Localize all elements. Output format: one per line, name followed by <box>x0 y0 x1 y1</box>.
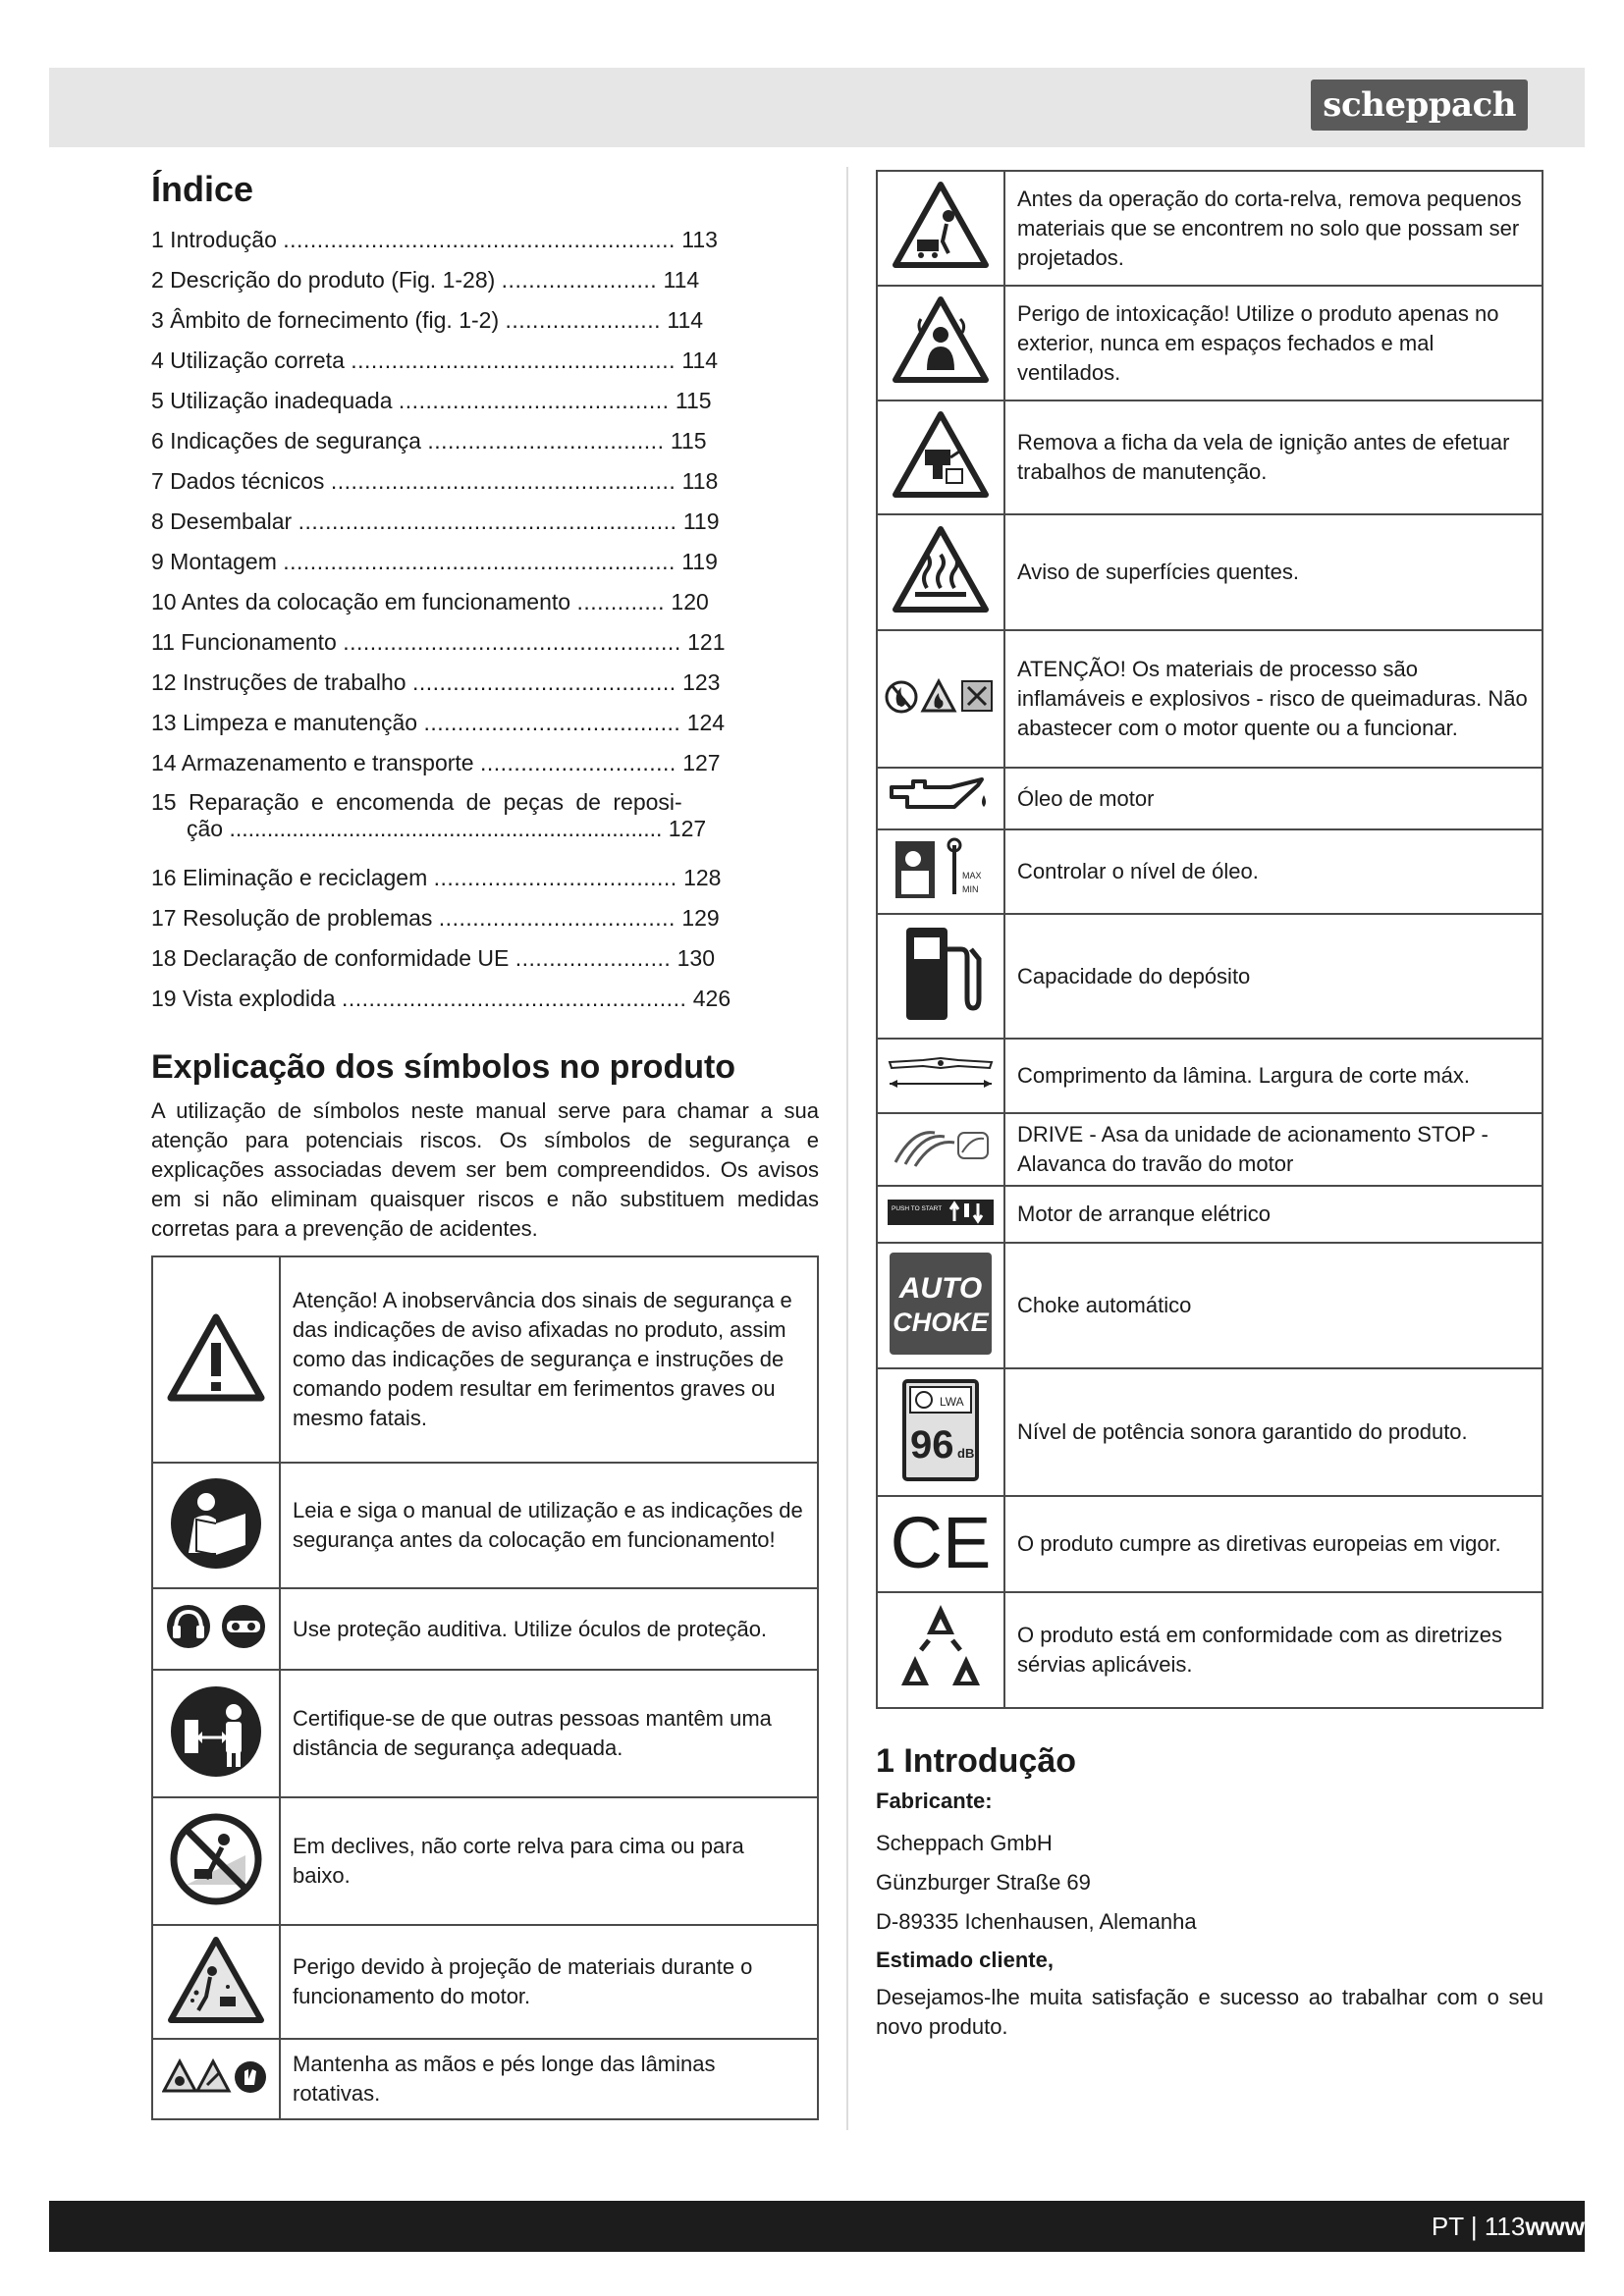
toc-page-number: 114 <box>663 267 700 293</box>
toc-page-number: 118 <box>681 468 719 494</box>
toc-leader-dots: ................................... <box>427 428 665 454</box>
flammable-icon <box>884 677 998 717</box>
hot-surface-icon <box>892 525 990 615</box>
table-row <box>877 286 1543 400</box>
projection-hazard-icon <box>167 1936 265 2024</box>
ce-mark-text: CE <box>890 1502 992 1581</box>
toc-leader-dots: ................................................... <box>330 468 677 494</box>
toc-entry <box>151 300 819 341</box>
table-row <box>877 768 1543 829</box>
footer-page-label: PT | 113 <box>1431 2212 1526 2241</box>
auto-label: AUTO <box>898 1271 983 1305</box>
column-divider <box>846 167 848 2130</box>
toc-page-number: 114 <box>667 307 704 333</box>
address-line: Günzburger Straße 69 <box>876 1870 1091 1895</box>
toc-entry-label: 12 Instruções de trabalho <box>151 669 406 695</box>
sound-value: 96 <box>910 1422 954 1467</box>
oil-min-label: MIN <box>962 883 979 894</box>
symbol-text: DRIVE - Asa da unidade de acionamento STOP - Alavanca do travão do motor <box>1004 1113 1543 1186</box>
footer-url-fragment: www <box>1525 2212 1585 2241</box>
toc-entry-label: 15 Reparação e encomenda de peças de reposi- <box>151 789 682 815</box>
toc-entry-label: 9 Montagem <box>151 549 277 574</box>
table-row <box>877 400 1543 514</box>
symbol-text: Comprimento da lâmina. Largura de corte máx. <box>1004 1039 1543 1113</box>
toc-entry-label: 3 Âmbito de fornecimento (fig. 1-2) <box>151 307 500 333</box>
brand-logo: scheppach <box>1311 80 1528 131</box>
address-line: Scheppach GmbH <box>876 1831 1053 1855</box>
toc-page-number: 113 <box>681 227 718 252</box>
toc-entry <box>151 938 819 979</box>
toc-entry <box>151 542 819 582</box>
toc-leader-dots: .................................... <box>433 865 677 890</box>
introduction-title: 1 Introdução <box>876 1742 1077 1780</box>
toc-page-number: 129 <box>681 905 720 931</box>
table-row <box>152 1463 818 1588</box>
remove-objects-icon <box>892 181 990 271</box>
toc-entry-label: 5 Utilização inadequada <box>151 388 393 413</box>
toc-leader-dots: ....................................... <box>411 669 677 695</box>
toc-entry-label: 14 Armazenamento e transporte <box>151 750 474 775</box>
lwa-label: LWA <box>940 1394 964 1409</box>
toc-page-number: 123 <box>682 669 721 695</box>
symbol-text: Nível de potência sonora garantido do produto. <box>1004 1368 1543 1496</box>
toc-page-number: 120 <box>671 589 709 614</box>
toc-entry <box>151 502 819 542</box>
toc-entry-label: 1 Introdução <box>151 227 277 252</box>
toc-leader-dots: ..................................................................... <box>229 816 663 841</box>
toc-leader-dots: ...................................... <box>423 710 681 735</box>
toc-entry-label: 18 Declaração de conformidade UE <box>151 945 510 971</box>
no-slope-mowing-icon <box>167 1810 265 1908</box>
blade-hazard-icon <box>162 2057 270 2097</box>
symbol-text: Aviso de superfícies quentes. <box>1004 514 1543 630</box>
symbol-text: Em declives, não corte relva para cima ou para baixo. <box>280 1797 818 1925</box>
toc-entry <box>151 622 819 663</box>
toc-entry <box>151 703 819 743</box>
symbols-section-title: Explicação dos símbolos no produto <box>151 1048 736 1086</box>
table-row <box>152 2039 818 2119</box>
toc-entry-continuation <box>151 816 819 842</box>
toc-leader-dots: .................................................. <box>343 629 681 655</box>
manufacturer-label: Fabricante: <box>876 1789 993 1813</box>
toc-entry-label: 6 Indicações de segurança <box>151 428 421 454</box>
table-row <box>877 1592 1543 1708</box>
auto-choke-icon <box>886 1249 996 1359</box>
symbol-text: ATENÇÃO! Os materiais de processo são inflamáveis e explosivos - risco de queimaduras. Não abastecer com o motor quente ou a funcionar. <box>1004 630 1543 768</box>
serbian-conformity-icon <box>892 1599 990 1697</box>
blade-length-icon <box>884 1052 998 1095</box>
fuel-pump-icon <box>896 920 985 1028</box>
table-row <box>877 630 1543 768</box>
toc-leader-dots: .......................................................... <box>283 549 676 574</box>
toc-page-number: 426 <box>692 986 731 1011</box>
warning-triangle-icon <box>167 1313 265 1402</box>
toc-leader-dots: .......................................................... <box>283 227 676 252</box>
toc-leader-dots: ....................... <box>514 945 672 971</box>
toc-entry <box>151 381 819 421</box>
drive-stop-icon <box>884 1123 998 1172</box>
ear-eye-protection-icon <box>162 1602 270 1651</box>
table-row <box>152 1588 818 1670</box>
toc-entry-label: 2 Descrição do produto (Fig. 1-28) <box>151 267 496 293</box>
toc-leader-dots: ................................................ <box>351 347 676 373</box>
table-row <box>877 1243 1543 1368</box>
sound-unit: dB <box>957 1445 975 1461</box>
toc-entry <box>151 260 819 300</box>
toc-title: Índice <box>151 169 254 209</box>
toc-entry-label: 10 Antes da colocação em funcionamento <box>151 589 571 614</box>
right-column <box>876 170 1543 2042</box>
oil-max-label: MAX <box>962 870 982 881</box>
table-row <box>152 1925 818 2039</box>
push-start-badge: PUSH TO START <box>892 1204 943 1212</box>
toc-page-number: 121 <box>687 629 726 655</box>
toc-entry-label: 7 Dados técnicos <box>151 468 325 494</box>
table-row <box>152 1797 818 1925</box>
symbols-intro: A utilização de símbolos neste manual serve para chamar a sua atenção para potenciais riscos. Os símbolos de segurança e explicações associadas devem ser bem compreendidos. Os avisos em si não eliminam quaisquer riscos e não substituem medidas corretas para a prevenção de acidentes. <box>151 1098 819 1241</box>
toc-leader-dots: ................................................... <box>341 986 687 1011</box>
toc-leader-dots: ............. <box>576 589 666 614</box>
table-row <box>877 1496 1543 1592</box>
ce-mark-icon <box>887 1503 995 1581</box>
choke-label: CHOKE <box>893 1307 989 1337</box>
toc-entry <box>151 789 819 858</box>
table-row <box>152 1256 818 1463</box>
toc-entry <box>151 979 819 1019</box>
toc-page-number: 115 <box>670 428 707 454</box>
safety-distance-icon <box>167 1682 265 1781</box>
toc-page-number: 128 <box>683 865 722 890</box>
table-row <box>877 829 1543 914</box>
toc-entry-label: 13 Limpeza e manutenção <box>151 710 418 735</box>
symbol-text: Antes da operação do corta-relva, remova pequenos materiais que se encontrem no solo que possam ser projetados. <box>1004 171 1543 286</box>
toc-leader-dots: ................................... <box>438 905 676 931</box>
toc-page-number: 127 <box>682 750 721 775</box>
greeting-text: Desejamos-lhe muita satisfação e sucesso ao trabalhar com o seu novo produto. <box>876 1985 1543 2039</box>
toc-entry <box>151 341 819 381</box>
toc-entry-label: 4 Utilização correta <box>151 347 345 373</box>
symbol-text: Óleo de motor <box>1004 768 1543 829</box>
toc-leader-dots: ............................. <box>479 750 677 775</box>
symbol-text: Perigo devido à projeção de materiais durante o funcionamento do motor. <box>280 1925 818 2039</box>
oil-can-icon <box>886 774 996 819</box>
footer-band <box>49 2201 1585 2252</box>
table-row <box>877 1113 1543 1186</box>
toc-page-number: 119 <box>682 508 720 534</box>
toc-page-number: 124 <box>686 710 726 735</box>
oil-level-icon <box>892 837 990 902</box>
toc-entry-label: 19 Vista explodida <box>151 986 336 1011</box>
toc-entry-label: 8 Desembalar <box>151 508 293 534</box>
toc-entry <box>151 663 819 703</box>
toc-entry <box>151 898 819 938</box>
toc-entry <box>151 582 819 622</box>
table-row <box>877 514 1543 630</box>
header-band <box>49 68 1585 147</box>
symbol-text: Atenção! A inobservância dos sinais de segurança e das indicações de aviso afixadas no produto, assim como das indicações de segurança e instruções de comando podem resultar em ferimentos graves ou mesmo fatais. <box>280 1256 818 1463</box>
toc-entry <box>151 461 819 502</box>
toc-leader-dots: ........................................................ <box>298 508 677 534</box>
symbol-text: Leia e siga o manual de utilização e as indicações de segurança antes da colocação em funcionamento! <box>280 1463 818 1588</box>
toc-list <box>151 220 819 1019</box>
spark-plug-icon <box>892 410 990 501</box>
toc-page-number: 115 <box>675 388 712 413</box>
symbol-text: Use proteção auditiva. Utilize óculos de proteção. <box>280 1588 818 1670</box>
toc-page-number: 114 <box>681 347 719 373</box>
table-row <box>877 1368 1543 1496</box>
symbol-text: O produto cumpre as diretivas europeias em vigor. <box>1004 1496 1543 1592</box>
table-row <box>877 1039 1543 1113</box>
toc-leader-dots: ........................................ <box>398 388 670 413</box>
table-row <box>877 1186 1543 1243</box>
symbol-text: O produto está em conformidade com as diretrizes sérvias aplicáveis. <box>1004 1592 1543 1708</box>
left-symbol-table <box>151 1255 819 2120</box>
toc-page-number: 130 <box>677 945 716 971</box>
symbol-text: Remova a ficha da vela de ignição antes de efetuar trabalhos de manutenção. <box>1004 400 1543 514</box>
symbol-text: Motor de arranque elétrico <box>1004 1186 1543 1243</box>
toc-entry-label: 16 Eliminação e reciclagem <box>151 865 428 890</box>
table-row <box>877 171 1543 286</box>
toc-entry-label-cont: ção <box>187 816 224 841</box>
table-row <box>877 914 1543 1039</box>
symbol-text: Choke automático <box>1004 1243 1543 1368</box>
greeting-label: Estimado cliente, <box>876 1948 1054 1972</box>
toc-page-number: 119 <box>681 549 718 574</box>
toc-entry <box>151 421 819 461</box>
address-line: D-89335 Ichenhausen, Alemanha <box>876 1909 1197 1934</box>
read-manual-icon <box>167 1474 265 1573</box>
symbol-text: Controlar o nível de óleo. <box>1004 829 1543 914</box>
footer-page <box>1432 2201 1585 2252</box>
right-symbol-table <box>876 170 1543 1709</box>
toc-entry <box>151 858 819 898</box>
symbol-text: Capacidade do depósito <box>1004 914 1543 1039</box>
push-start-icon <box>884 1196 998 1229</box>
toc-page-number: 127 <box>668 816 707 841</box>
symbol-text: Mantenha as mãos e pés longe das lâminas rotativas. <box>280 2039 818 2119</box>
sound-power-icon <box>896 1375 985 1485</box>
toc-entry <box>151 220 819 260</box>
toc-entry <box>151 743 819 783</box>
intoxication-icon <box>892 295 990 386</box>
toc-entry-label: 11 Funcionamento <box>151 629 337 655</box>
table-row <box>152 1670 818 1797</box>
toc-leader-dots: ....................... <box>505 307 661 333</box>
toc-leader-dots: ....................... <box>501 267 658 293</box>
symbol-text: Certifique-se de que outras pessoas mantêm uma distância de segurança adequada. <box>280 1670 818 1797</box>
toc-entry-label: 17 Resolução de problemas <box>151 905 433 931</box>
left-column <box>151 167 819 2120</box>
symbol-text: Perigo de intoxicação! Utilize o produto apenas no exterior, nunca em espaços fechados e mal ventilados. <box>1004 286 1543 400</box>
